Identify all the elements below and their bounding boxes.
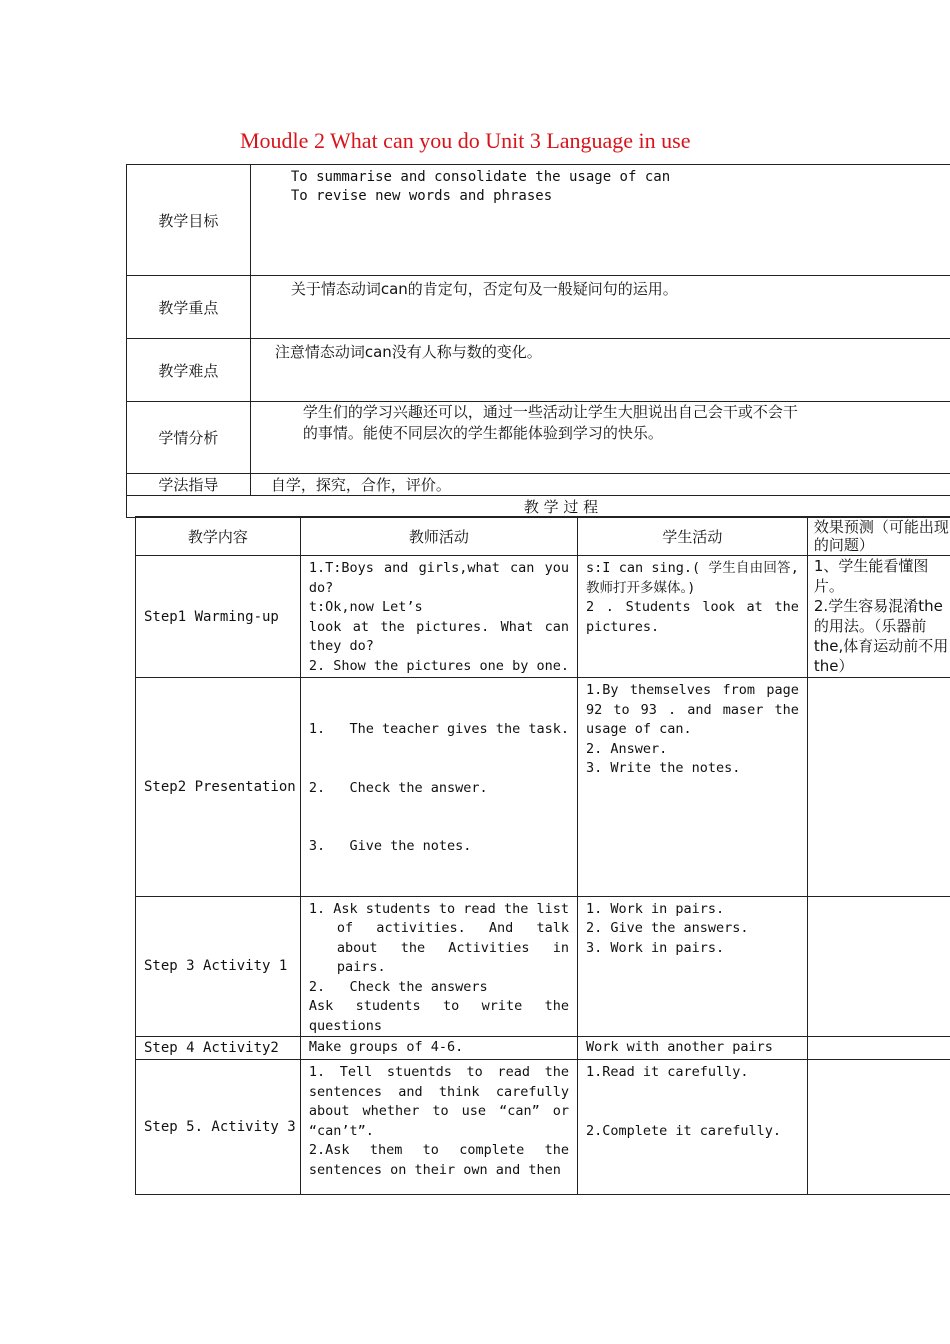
student-line: 1.By themselves from page 92 to 93 . and maser the usage of can. — [585, 682, 799, 737]
teacher-line: 2.Ask them to complete the sentences on their own and then — [308, 1142, 569, 1178]
teacher-line: 3. Give the notes. — [308, 838, 472, 854]
teacher-activity — [300, 1037, 577, 1060]
effect-prediction — [807, 1060, 950, 1195]
student-line: 1.Read it carefully. — [585, 1064, 749, 1080]
student-line: 1. Work in pairs. — [585, 900, 725, 917]
header-effect: 效果预测（可能出现的问题） — [807, 517, 950, 556]
info-table — [126, 164, 950, 518]
teacher-line: 1. Ask students to read the list of activities. And talk about the Activities in pairs. — [308, 900, 569, 975]
key-points-text: 关于情态动词can的肯定句，否定句及一般疑问句的运用。 — [250, 276, 950, 339]
table-row — [136, 1060, 950, 1195]
process-table — [135, 516, 950, 1195]
teacher-line: 1. The teacher gives the task. — [308, 721, 569, 737]
effect-prediction — [807, 678, 950, 897]
method-text: 自学，探究，合作，评价。 — [250, 474, 950, 496]
student-line: s:I can sing.( 学生自由回答,教师打开多媒体。) — [585, 560, 799, 596]
teacher-line: Ask students to write the questions — [308, 998, 569, 1034]
student-activity — [577, 678, 807, 897]
step-label: Step 3 Activity 1 — [136, 896, 301, 1037]
teacher-line: 2. Show the pictures one by one. — [308, 657, 569, 674]
student-line: Work with another pairs — [585, 1039, 773, 1055]
teacher-line: 2. Check the answer. — [308, 779, 488, 796]
table-row — [136, 1037, 950, 1060]
process-heading: 教 学 过 程 — [127, 496, 950, 518]
objectives-cell — [250, 165, 950, 276]
teacher-activity — [300, 896, 577, 1037]
teacher-line: Make groups of 4-6. — [308, 1039, 464, 1055]
teacher-line: t:Ok,now Let’s — [308, 599, 423, 615]
step-label: Step2 Presentation — [136, 678, 301, 897]
table-row — [136, 678, 950, 897]
effect-prediction — [807, 556, 950, 678]
teacher-line: look at the pictures. What can they do? — [308, 618, 569, 654]
student-line: 2 . Students look at the pictures. — [585, 599, 799, 635]
effect-prediction — [807, 1037, 950, 1060]
student-line: 2. Answer. — [585, 740, 668, 757]
effect-line: 2.学生容易混淆the的用法。（乐器前the,体育运动前不用the） — [813, 597, 949, 675]
document-title: Moudle 2 What can you do Unit 3 Language in use — [240, 128, 691, 153]
student-activity — [577, 896, 807, 1037]
student-line: 2. Give the answers. — [585, 920, 749, 936]
key-points-label: 教学重点 — [127, 276, 251, 339]
objective-line: To summarise and consolidate the usage of can — [290, 169, 671, 185]
effect-line: 1、学生能看懂图片。 — [813, 557, 929, 595]
teacher-line: 1. Tell stuentds to read the sentences and think carefully about whether to use “can” or “can’t”. — [308, 1064, 569, 1139]
analysis-label: 学情分析 — [127, 402, 251, 474]
student-activity — [577, 556, 807, 678]
student-activity — [577, 1037, 807, 1060]
header-content: 教学内容 — [136, 517, 301, 556]
objectives-label: 教学目标 — [127, 165, 251, 276]
difficulties-label: 教学难点 — [127, 339, 251, 402]
analysis-text: 的事情。能使不同层次的学生都能体验到学习的快乐。 — [302, 424, 663, 442]
step-label: Step1 Warming-up — [136, 556, 301, 678]
teacher-activity — [300, 556, 577, 678]
student-line: 3. Work in pairs. — [585, 939, 725, 956]
objective-line: To revise new words and phrases — [290, 188, 553, 204]
difficulties-text: 注意情态动词can没有人称与数的变化。 — [250, 339, 950, 402]
teacher-line: 1.T:Boys and girls,what can you do? — [308, 560, 569, 596]
student-line: 3. Write the notes. — [585, 760, 741, 776]
effect-prediction — [807, 896, 950, 1037]
analysis-cell — [250, 402, 950, 474]
table-row — [136, 556, 950, 678]
teacher-line: 2. Check the answers — [308, 978, 488, 995]
analysis-text: 学生们的学习兴趣还可以，通过一些活动让学生大胆说出自己会干或不会干 — [302, 403, 798, 421]
teacher-activity — [300, 678, 577, 897]
step-label: Step 4 Activity2 — [136, 1037, 301, 1060]
table-row — [136, 896, 950, 1037]
teacher-activity — [300, 1060, 577, 1195]
header-student: 学生活动 — [577, 517, 807, 556]
student-line: 2.Complete it carefully. — [585, 1122, 782, 1139]
header-teacher: 教师活动 — [300, 517, 577, 556]
step-label: Step 5. Activity 3 — [136, 1060, 301, 1195]
method-label: 学法指导 — [127, 474, 251, 496]
student-activity — [577, 1060, 807, 1195]
